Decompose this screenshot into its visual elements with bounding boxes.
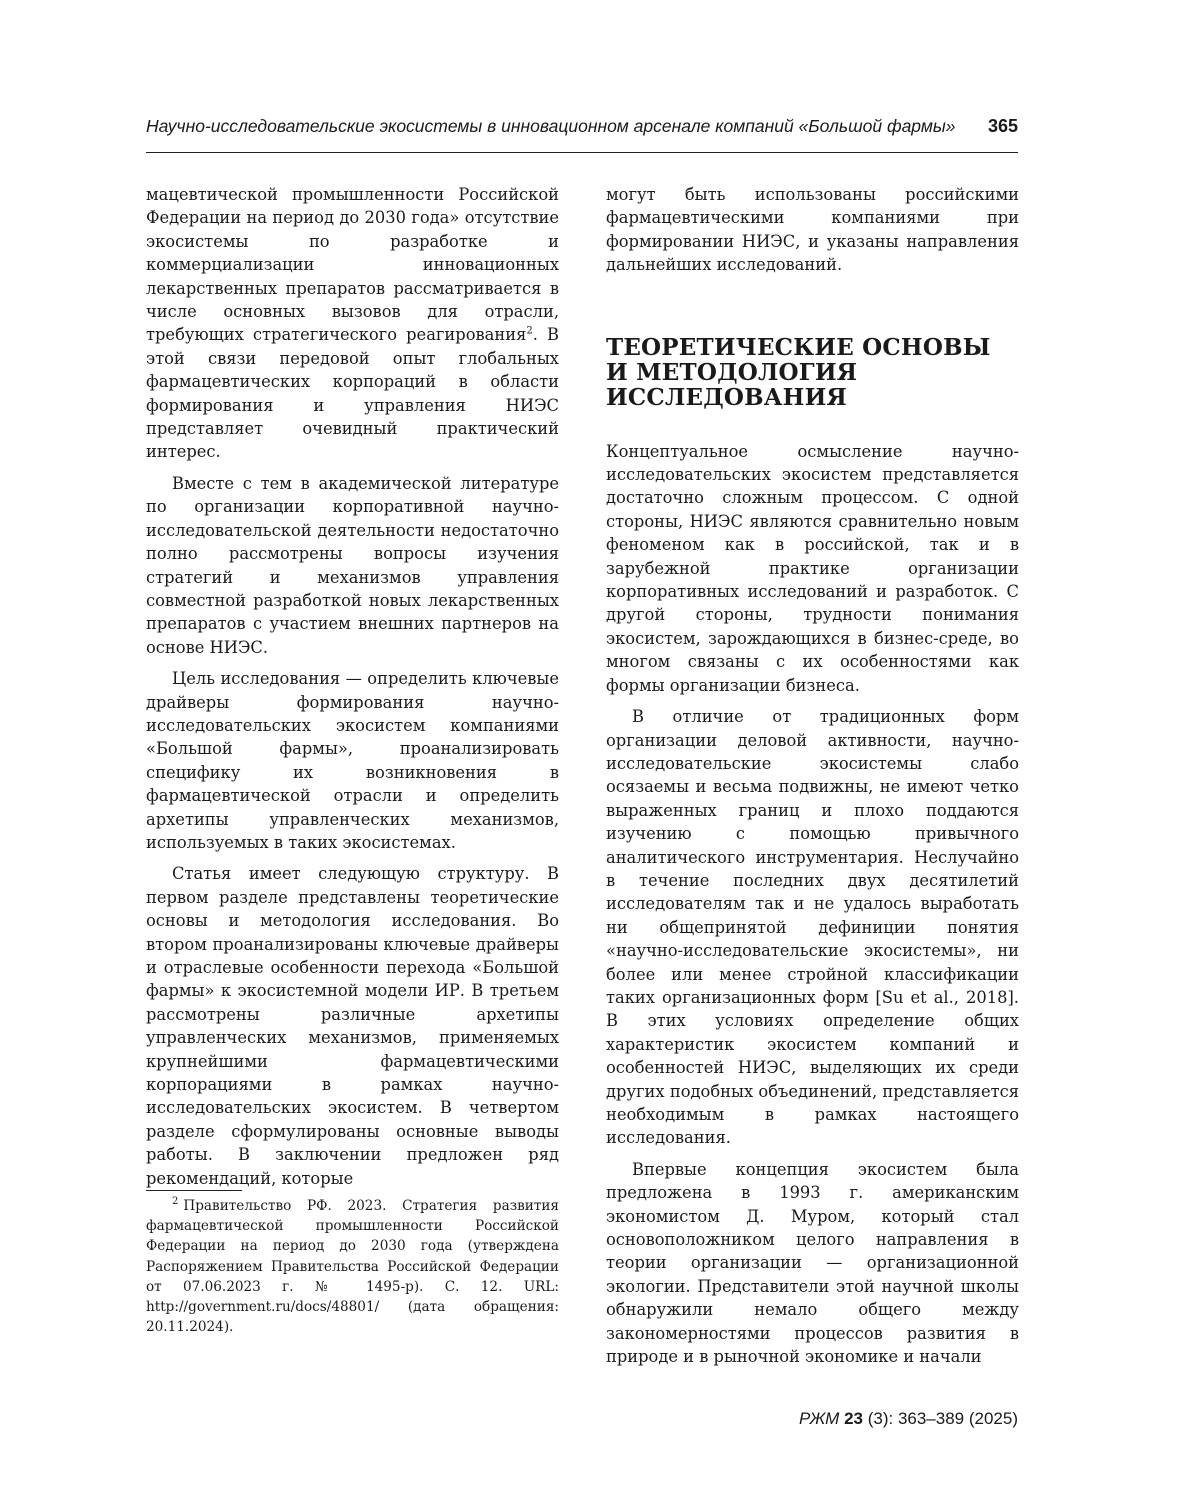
page-number: 365 (987, 116, 1018, 136)
journal-name: РЖМ (798, 1409, 840, 1428)
footnote-reference: 2 (526, 326, 533, 338)
running-header (146, 113, 1018, 139)
paragraph-text: мацевтической промышленности Российской Федерации на период до 2030 года» отсутствие экосистемы по разработке и коммерциализации инновационных лекарственных препаратов рассматривается в числе основных вызовов для отрасли, требующих стратегического реагирования (146, 185, 559, 345)
paragraph: Статья имеет следующую структуру. В первом разделе представлены теоретические основы и методология исследования. Во втором проанализированы ключевые драйверы и отраслевые особенности перехода «Большой фармы» к экосистемной модели ИР. В третьем рассмотрены различные архетипы управленческих механизмов, применяемых крупнейшими фармацевтическими корпорациями в рамках научно-исследовательских экосистем. В четвертом разделе сформулированы основные выводы работы. В заключении предложен ряд рекомендаций, которые (146, 864, 559, 1188)
paragraph: В отличие от традиционных форм организации деловой активности, научно-исследовательские экосистемы слабо осязаемы и весьма подвижны, не имеют четко выраженных границ и плохо поддаются изучению с помощью привычного аналитического инструментария. Неслучайно в течение последних двух десятилетий исследователям так и не удалось выработать ни общепринятой дефиниции понятия «научно-исследовательские экосистемы», ни более или менее стройной классификации таких организационных форм [Su et al., 2018]. В этих условиях определение общих характеристик экосистем компаний и особенностей НИЭС, выделяющих их среди других подобных объединений, представляется необходимым в рамках настоящего исследования. (606, 707, 1019, 1148)
section-heading-line: ИССЛЕДОВАНИЯ (606, 383, 848, 411)
journal-issue-pages: (3): 363–389 (2025) (867, 1409, 1018, 1428)
footnote-rule (146, 1190, 242, 1191)
paragraph-text-continued: . В этой связи передовой опыт глобальных фармацевтических корпораций в области формирования и управления НИЭС представляет очевидный практический интерес. (146, 325, 559, 462)
footnote-text: Правительство РФ. 2023. Стратегия развития фармацевтической промышленности Российской Федерации на период до 2030 года (утверждена Распоряжением Правительства Российской Федерации от 07.06.2023 г. № 1495-р). С. 12. URL: http://government.ru/docs/48801/ (дата обращения: 20.11.2024). (146, 1198, 559, 1336)
section-heading (606, 335, 1019, 410)
running-title: Научно-исследовательские экосистемы в инновационном арсенале компаний «Большой фармы» (146, 116, 956, 136)
paragraph: Вместе с тем в академической литературе по организации корпоративной научно-исследовательской деятельности недостаточно полно рассмотрены вопросы изучения стратегий и механизмов управления совместной разработкой новых лекарственных препаратов с участием внешних партнеров на основе НИЭС. (146, 473, 559, 657)
footnote-mark: 2 (172, 1196, 179, 1208)
right-column (606, 183, 1019, 1368)
paragraph: могут быть использованы российскими фармацевтическими компаниями при формировании НИЭС, и указаны направления дальнейших исследований. (606, 185, 1019, 275)
journal-reference (799, 1408, 1018, 1430)
left-column (146, 183, 559, 1190)
footnote (146, 1196, 559, 1337)
journal-volume: 23 (844, 1409, 863, 1428)
paragraph: Цель исследования — определить ключевые драйверы формирования научно-исследовательских экосистем компаниями «Большой фармы», проанализировать специфику их возникновения в фармацевтической отрасли и определить архетипы управленческих механизмов, используемых в таких экосистемах. (146, 669, 559, 852)
header-rule (146, 152, 1018, 153)
paragraph (146, 183, 559, 464)
paragraph: Впервые концепция экосистем была предложена в 1993 г. американским экономистом Д. Муром, который стал основоположником целого направления в теории организации — организационной экологии. Представители этой научной школы обнаружили немало общего между закономерностями процессов развития в природе и в рыночной экономике и начали (606, 1159, 1019, 1367)
section-heading-line: И МЕТОДОЛОГИЯ (606, 358, 858, 386)
paragraph: Концептуальное осмысление научно-исследовательских экосистем представляется достаточно сложным процессом. С одной стороны, НИЭС являются сравнительно новым феноменом как в российской, так и в зарубежной практике организации корпоративных исследований и разработок. С другой стороны, трудности понимания экосистем, зарождающихся в бизнес-среде, во многом связаны с их особенностями как формы организации бизнеса. (606, 441, 1019, 695)
section-heading-line: ТЕОРЕТИЧЕСКИЕ ОСНОВЫ (606, 333, 991, 361)
